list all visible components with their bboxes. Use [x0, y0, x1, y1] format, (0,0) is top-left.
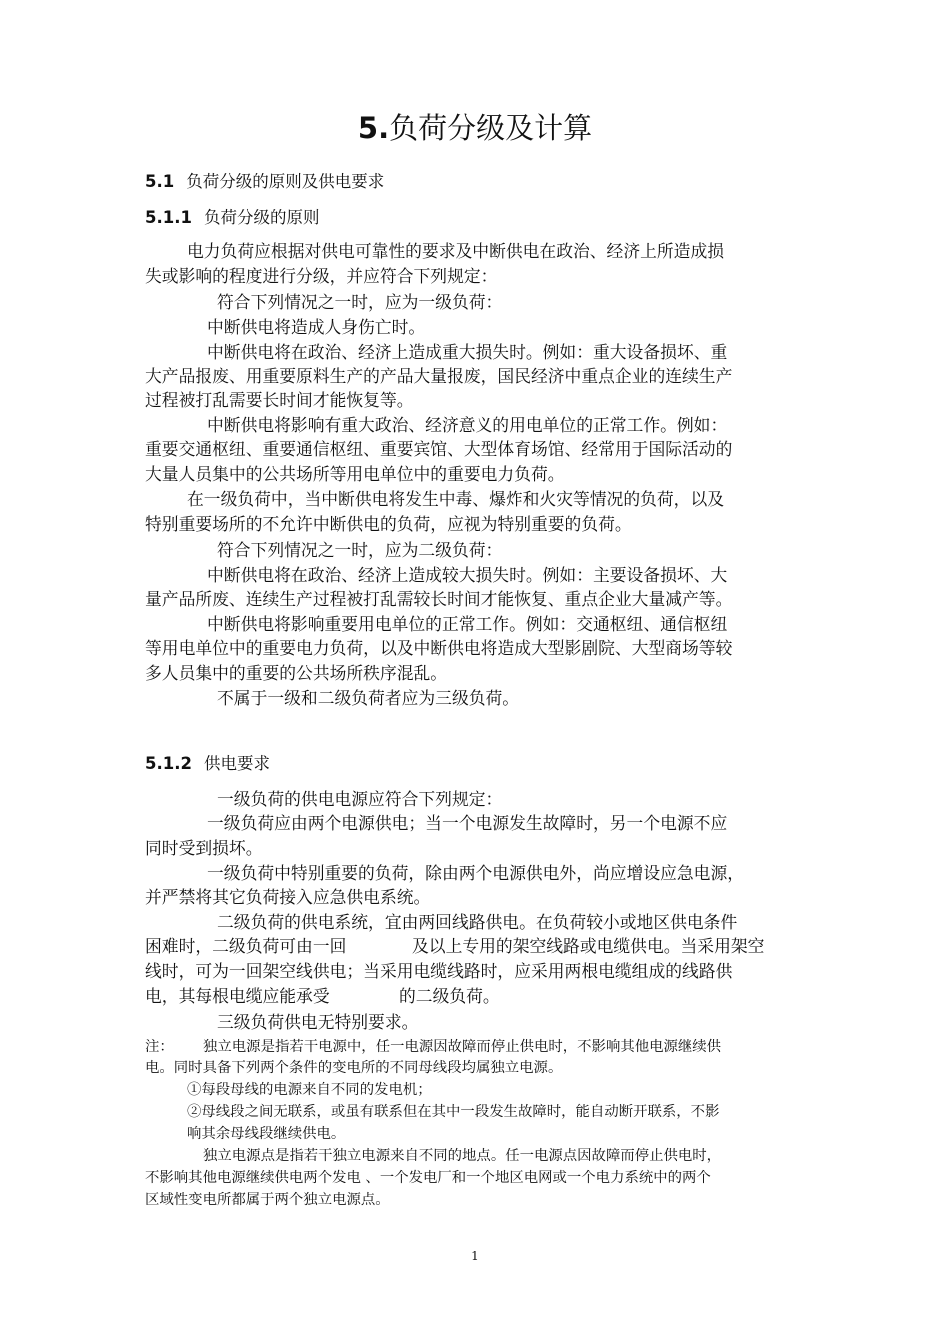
note-line: ①每段母线的电源来自不同的发电机；: [187, 1082, 432, 1098]
paragraph-line: 困难时，二级负荷可由一回: [145, 936, 347, 956]
section-heading-5-1-1: [145, 206, 319, 230]
paragraph-line: 中断供电将影响重要用电单位的正常工作。例如：交通枢纽、通信枢纽: [207, 614, 728, 634]
paragraph-line: 符合下列情况之一时，应为二级负荷：: [217, 540, 503, 560]
paragraph-line: 中断供电将在政治、经济上造成重大损失时。例如：重大设备损坏、重: [207, 342, 728, 362]
paragraph-line: 二级负荷的供电系统，宜由两回线路供电。在负荷较小或地区供电条件: [217, 912, 738, 932]
paragraph-line: 特别重要场所的不允许中断供电的负荷，应视为特别重要的负荷。: [145, 514, 632, 534]
note-line: ②母线段之间无联系，或虽有联系但在其中一段发生故障时，能自动断开联系，不影: [187, 1104, 720, 1120]
note-line: 独立电源是指若干电源中，任一电源因故障而停止供电时，不影响其他电源继续供: [203, 1039, 722, 1055]
paragraph-line: 失或影响的程度进行分级，并应符合下列规定：: [145, 266, 498, 286]
paragraph-line: 在一级负荷中，当中断供电将发生中毒、爆炸和火灾等情况的负荷，以及: [187, 489, 725, 509]
page-number: 1: [471, 1249, 479, 1263]
paragraph-line: 过程被打乱需要长时间才能恢复等。: [145, 390, 414, 410]
paragraph-line: 及以上专用的架空线路或电缆供电。当采用架空: [412, 936, 765, 956]
section-number: 5.1.2: [145, 754, 192, 773]
paragraph-line: 符合下列情况之一时，应为一级负荷：: [217, 292, 503, 312]
paragraph-line: 一级负荷的供电电源应符合下列规定：: [217, 789, 503, 809]
note-label: 注：: [145, 1039, 174, 1055]
note-line: 不影响其他电源继续供电两个发电 、一个发电厂和一个地区电网或一个电力系统中的两个: [145, 1170, 711, 1186]
paragraph-line: 多人员集中的重要的公共场所秩序混乱。: [145, 663, 448, 683]
paragraph-line: 量产品所废、连续生产过程被打乱需较长时间才能恢复、重点企业大量减产等。: [145, 589, 733, 609]
paragraph-line: 的二级负荷。: [399, 986, 500, 1006]
section-title: 供电要求: [203, 754, 270, 773]
paragraph-line: 同时受到损坏。: [145, 838, 263, 858]
paragraph-line: 中断供电将造成人身伤亡时。: [207, 317, 426, 337]
paragraph-line: 等用电单位中的重要电力负荷，以及中断供电将造成大型影剧院、大型商场等较: [145, 638, 733, 658]
section-title: 负荷分级的原则: [203, 208, 320, 227]
note-line: 区域性变电所都属于两个独立电源点。: [145, 1192, 390, 1208]
note-line: 电。同时具备下列两个条件的变电所的不同母线段均属独立电源。: [145, 1060, 563, 1076]
title-number: 5.: [357, 111, 390, 145]
paragraph-line: 电，其每根电缆应能承受: [145, 986, 330, 1006]
note-line: 响其余母线段继续供电。: [187, 1126, 346, 1142]
section-heading-5-1-2: [145, 752, 270, 776]
section-title: 负荷分级的原则及供电要求: [186, 172, 385, 191]
paragraph-line: 大量人员集中的公共场所等用电单位中的重要电力负荷。: [145, 464, 565, 484]
title-text: 负荷分级及计算: [389, 111, 593, 145]
paragraph-line: 并严禁将其它负荷接入应急供电系统。: [145, 887, 431, 907]
paragraph-line: 三级负荷供电无特别要求。: [217, 1012, 419, 1032]
note-line: 独立电源点是指若干独立电源来自不同的地点。任一电源点因故障而停止供电时，: [203, 1148, 722, 1164]
paragraph-line: 一级负荷中特别重要的负荷，除由两个电源供电外，尚应增设应急电源，: [207, 863, 745, 883]
section-heading-5-1: [145, 170, 384, 194]
paragraph-line: 不属于一级和二级负荷者应为三级负荷。: [217, 688, 520, 708]
paragraph-line: 重要交通枢纽、重要通信枢纽、重要宾馆、大型体育场馆、经常用于国际活动的: [145, 439, 733, 459]
paragraph-line: 电力负荷应根据对供电可靠性的要求及中断供电在政治、经济上所造成损: [187, 241, 725, 261]
paragraph-line: 大产品报废、用重要原料生产的产品大量报废，国民经济中重点企业的连续生产: [145, 366, 733, 386]
page-title: [0, 108, 950, 149]
section-number: 5.1.1: [145, 208, 192, 227]
paragraph-line: 中断供电将在政治、经济上造成较大损失时。例如：主要设备损坏、大: [207, 565, 728, 585]
paragraph-line: 中断供电将影响有重大政治、经济意义的用电单位的正常工作。例如：: [207, 415, 728, 435]
section-number: 5.1: [145, 172, 175, 191]
paragraph-line: 线时，可为一回架空线供电；当采用电缆线路时，应采用两根电缆组成的线路供: [145, 961, 733, 981]
paragraph-line: 一级负荷应由两个电源供电；当一个电源发生故障时，另一个电源不应: [207, 813, 728, 833]
